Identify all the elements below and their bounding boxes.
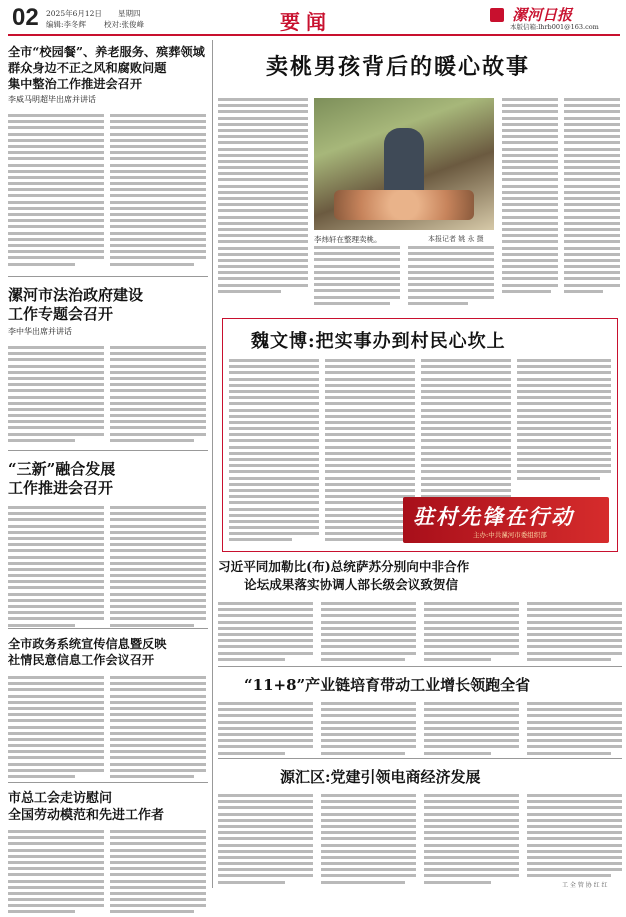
body-text-block [502,98,558,296]
story-three-new [8,460,208,498]
logo-seal-icon [490,8,504,22]
mailbox: 本版信箱:lhrb001@163.com [510,23,599,31]
newspaper-logo [490,4,620,22]
body-text-block [527,794,622,881]
body-text-block [8,830,104,917]
body-text-block [424,602,519,664]
story-industry-chain-headline: “11+8”产业链培育带动工业增长领跑全省 [244,676,531,694]
left-column [8,40,208,888]
body-text-block [527,702,622,758]
body-text-block [110,506,206,630]
headline-line: 工作专题会召开 [8,305,114,323]
body-text-block [8,506,104,630]
body-text-block [229,359,319,545]
body-text-block [527,602,622,664]
headline-line: 全市“校园餐”、养老服务、殡葬领域 [8,45,205,59]
news-photo [314,98,494,230]
body-text-block [110,676,206,781]
body-text-block [314,246,400,308]
headline-line: “三新”融合发展 [8,460,116,478]
body-text-block [110,114,206,269]
photo-peaches [334,190,474,220]
headline-line: 工作推进会召开 [8,479,114,497]
body-text-block [517,359,611,483]
headline-line: 论坛成果落实协调人部长级会议致贺信 [244,577,459,592]
story-congrats-letter [218,558,622,594]
editor-credit: 编辑:李冬辉 [46,20,87,29]
subheadline: 李威马明超毕出席并讲话 [8,95,96,104]
headline-line: 集中整治工作推进会召开 [8,77,143,91]
story-union-visit [8,790,208,824]
body-text-block [110,830,206,917]
body-text-block [218,602,313,664]
story-rule-of-law [8,286,208,337]
body-text-block [218,702,313,758]
divider [8,450,208,451]
photo-byline: 本报记者 姚 永 摄 [428,235,484,243]
column-divider [212,40,213,888]
masthead [0,0,626,36]
body-text-block [8,114,104,269]
masthead-rule [8,34,620,36]
headline-line: 习近平同加勒比(布)总统萨苏分别向中非合作 [218,559,470,574]
headline-line: 社情民意信息工作会议召开 [8,653,155,667]
section-title: 要闻 [280,10,332,34]
banner-sponsor: 主办:中共漯河市委组织部 [473,531,547,539]
body-text-block [8,676,104,781]
story-campus-meal [8,44,208,105]
proof-credit: 校对:张俊峰 [104,20,145,29]
divider [8,276,208,277]
footer-credits: 工 全 管 协 红 红 [562,882,608,889]
feature-box [222,318,618,552]
divider [218,666,622,667]
body-text-block [321,794,416,887]
subheadline: 李中华出席并讲话 [8,327,72,336]
divider [218,758,622,759]
body-text-block [564,98,620,296]
headline-line: 漯河市法治政府建设 [8,286,144,304]
body-text-block [321,602,416,664]
banner-title: 驻村先锋在行动 [413,504,574,529]
feature-headline: 魏文博:把实事办到村民心坎上 [251,331,506,352]
divider [8,628,208,629]
photo-caption: 李炜轩在整理卖桃。 [314,235,382,244]
headline-line: 市总工会走访慰问 [8,791,113,806]
top-story-headline: 卖桃男孩背后的暖心故事 [266,54,531,80]
body-text-block [325,359,415,545]
body-text-block [424,794,519,887]
top-story [218,40,622,310]
body-text-block [424,702,519,758]
body-text-block [321,702,416,758]
headline-line: 全市政务系统宣传信息暨反映 [8,637,167,651]
issue-date: 2025年6月12日 [46,9,102,18]
body-text-block [8,346,104,445]
body-text-block [218,794,313,887]
divider [8,782,208,783]
body-text-block [110,346,206,445]
headline-line: 全国劳动模范和先进工作者 [8,808,165,823]
feature-banner [403,497,609,543]
headline-line: 群众身边不正之风和腐败问题 [8,61,167,75]
page-number: 02 [12,4,39,31]
logo-text: 漯河日报 [512,6,573,24]
body-text-block [408,246,494,308]
body-text-block [218,98,308,296]
issue-weekday: 星期四 [118,9,141,18]
story-government-info [8,636,208,668]
story-ecommerce-headline: 源汇区:党建引领电商经济发展 [280,768,481,786]
